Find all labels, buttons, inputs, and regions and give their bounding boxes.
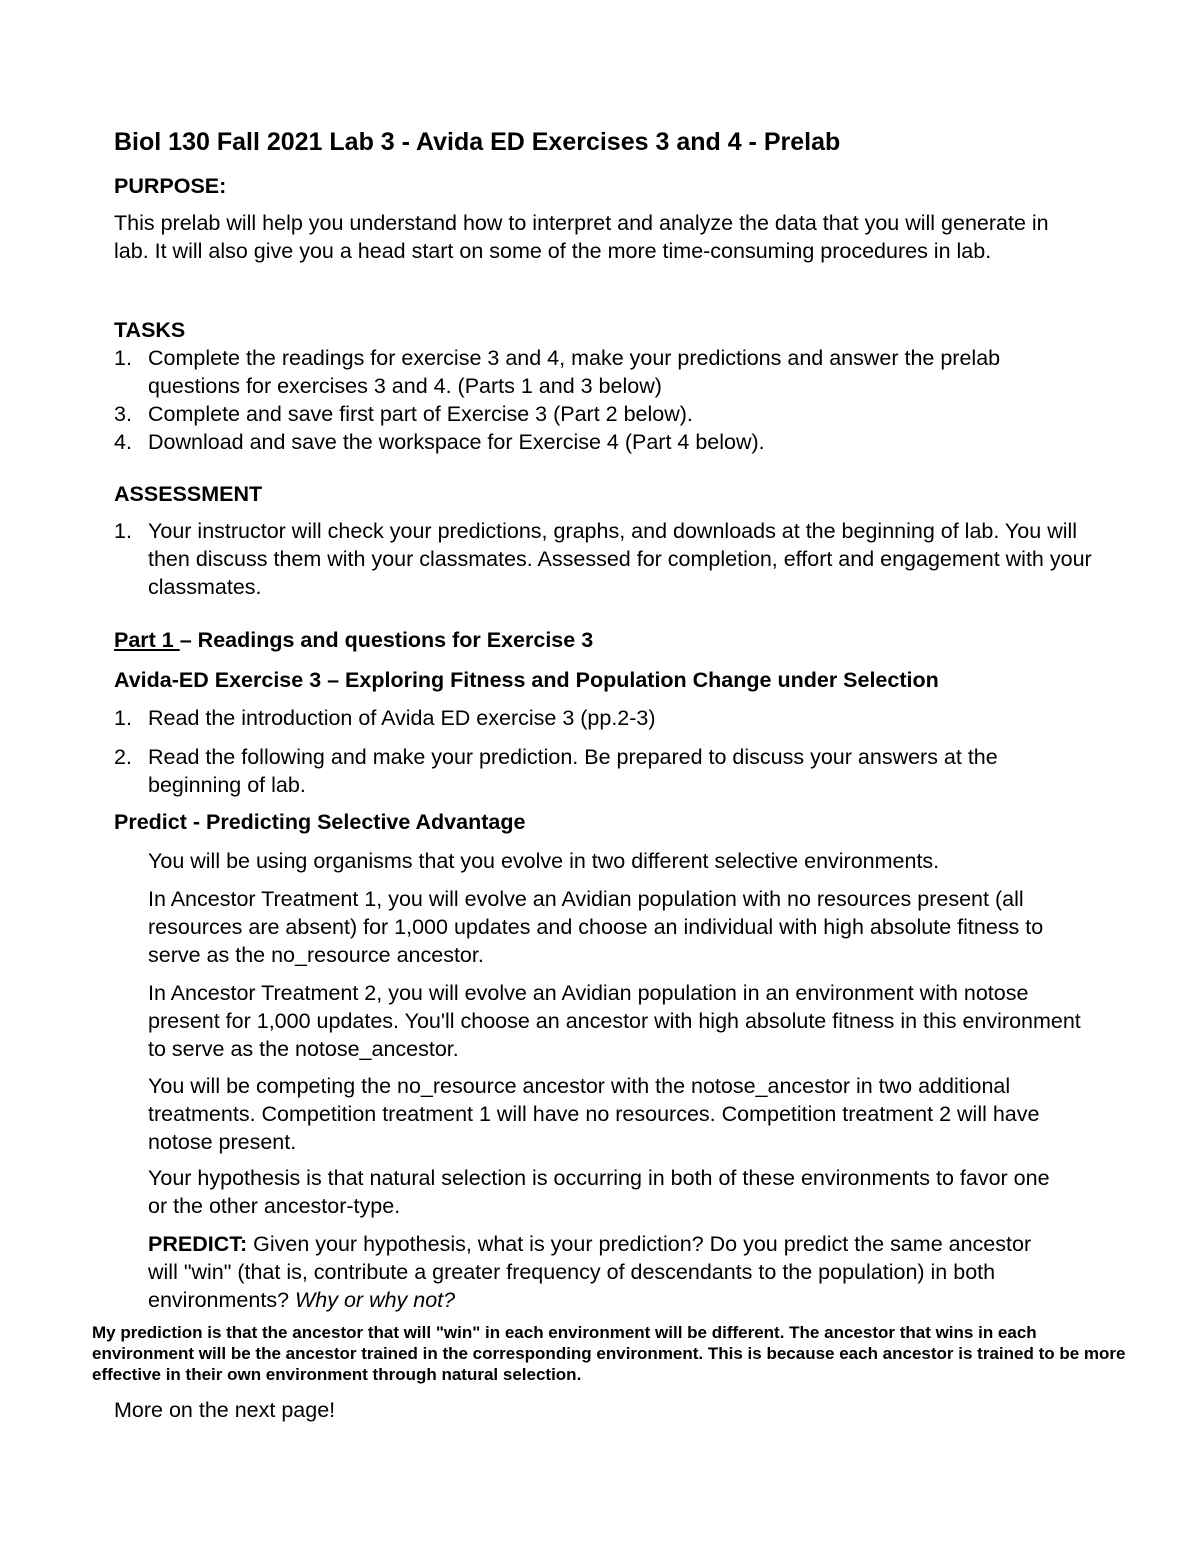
- prediction-answer: My prediction is that the ancestor that will "win" in each environment will be different. The ancestor that wins in each environment will be the ancestor trained in the corresponding environment. This is because each ancestor is trained to be more effective in their own environment through natural selection.: [92, 1323, 1126, 1384]
- footer-note: More on the next page!: [114, 1398, 336, 1422]
- part1-heading: [114, 626, 1100, 654]
- task-item: [114, 344, 1090, 400]
- document-title: Biol 130 Fall 2021 Lab 3 - Avida ED Exercises 3 and 4 - Prelab: [114, 128, 841, 156]
- predict-paragraph: In Ancestor Treatment 2, you will evolve an Avidian population in an environment with notose present for 1,000 updates. You'll choose an ancestor with high absolute fitness in this environment to serve as the notose_ancestor.: [148, 981, 1081, 1061]
- assessment-heading: ASSESSMENT: [114, 482, 263, 506]
- predict-question-label: PREDICT:: [148, 1232, 248, 1256]
- predict-paragraph: In Ancestor Treatment 1, you will evolve an Avidian population with no resources present (all resources are absent) for 1,000 updates and choose an individual with high absolute fitness to serve as the no_resource ancestor.: [148, 887, 1044, 967]
- predict-paragraph: Your hypothesis is that natural selection is occurring in both of these environments to favor one or the other ancestor-type.: [148, 1166, 1050, 1218]
- part1-title: – Readings and questions for Exercise 3: [179, 628, 594, 652]
- exercise3-text: Read the following and make your prediction. Be prepared to discuss your answers at the beginning of lab.: [148, 745, 998, 797]
- exercise3-number: 2.: [114, 745, 132, 769]
- task-item: [114, 400, 1100, 428]
- task-item: [114, 428, 1100, 456]
- exercise3-heading: Avida-ED Exercise 3 – Exploring Fitness and Population Change under Selection: [114, 668, 939, 692]
- task-text: Download and save the workspace for Exercise 4 (Part 4 below).: [148, 430, 765, 454]
- purpose-text: This prelab will help you understand how to interpret and analyze the data that you will generate in lab. It will also give you a head start on some of the more time-consuming procedures in lab.: [114, 211, 1049, 263]
- exercise3-text: Read the introduction of Avida ED exercise 3 (pp.2-3): [148, 706, 656, 730]
- exercise3-item: [114, 704, 1100, 732]
- purpose-heading: PURPOSE:: [114, 174, 227, 198]
- assessment-text: Your instructor will check your predictions, graphs, and downloads at the beginning of lab. You will then discuss them with your classmates. Assessed for completion, effort and engagement with your classmates.: [148, 519, 1092, 599]
- predict-heading: Predict - Predicting Selective Advantage: [114, 810, 526, 834]
- assessment-number: 1.: [114, 519, 132, 543]
- assessment-item: [114, 517, 1095, 601]
- exercise3-item: [114, 743, 1085, 799]
- task-number: 4.: [114, 430, 132, 454]
- predict-paragraph: You will be using organisms that you evolve in two different selective environments.: [148, 849, 940, 873]
- predict-question-text: Given your hypothesis, what is your prediction? Do you predict the same ancestor will "win" (that is, contribute a greater frequency of descendants to the population) in both environments?: [148, 1232, 1032, 1312]
- predict-question: [148, 1230, 1035, 1314]
- task-text: Complete the readings for exercise 3 and 4, make your predictions and answer the prelab questions for exercises 3 and 4. (Parts 1 and 3 below): [148, 346, 1001, 398]
- task-number: 3.: [114, 402, 132, 426]
- task-number: 1.: [114, 346, 132, 370]
- task-text: Complete and save first part of Exercise 3 (Part 2 below).: [148, 402, 693, 426]
- tasks-heading: TASKS: [114, 318, 186, 342]
- part1-label: Part 1: [114, 628, 180, 652]
- predict-paragraph: You will be competing the no_resource ancestor with the notose_ancestor in two additional treatments. Competition treatment 1 will have no resources. Competition treatment 2 will have notose present.: [148, 1074, 1040, 1154]
- predict-question-italic: Why or why not?: [295, 1288, 456, 1312]
- exercise3-number: 1.: [114, 706, 132, 730]
